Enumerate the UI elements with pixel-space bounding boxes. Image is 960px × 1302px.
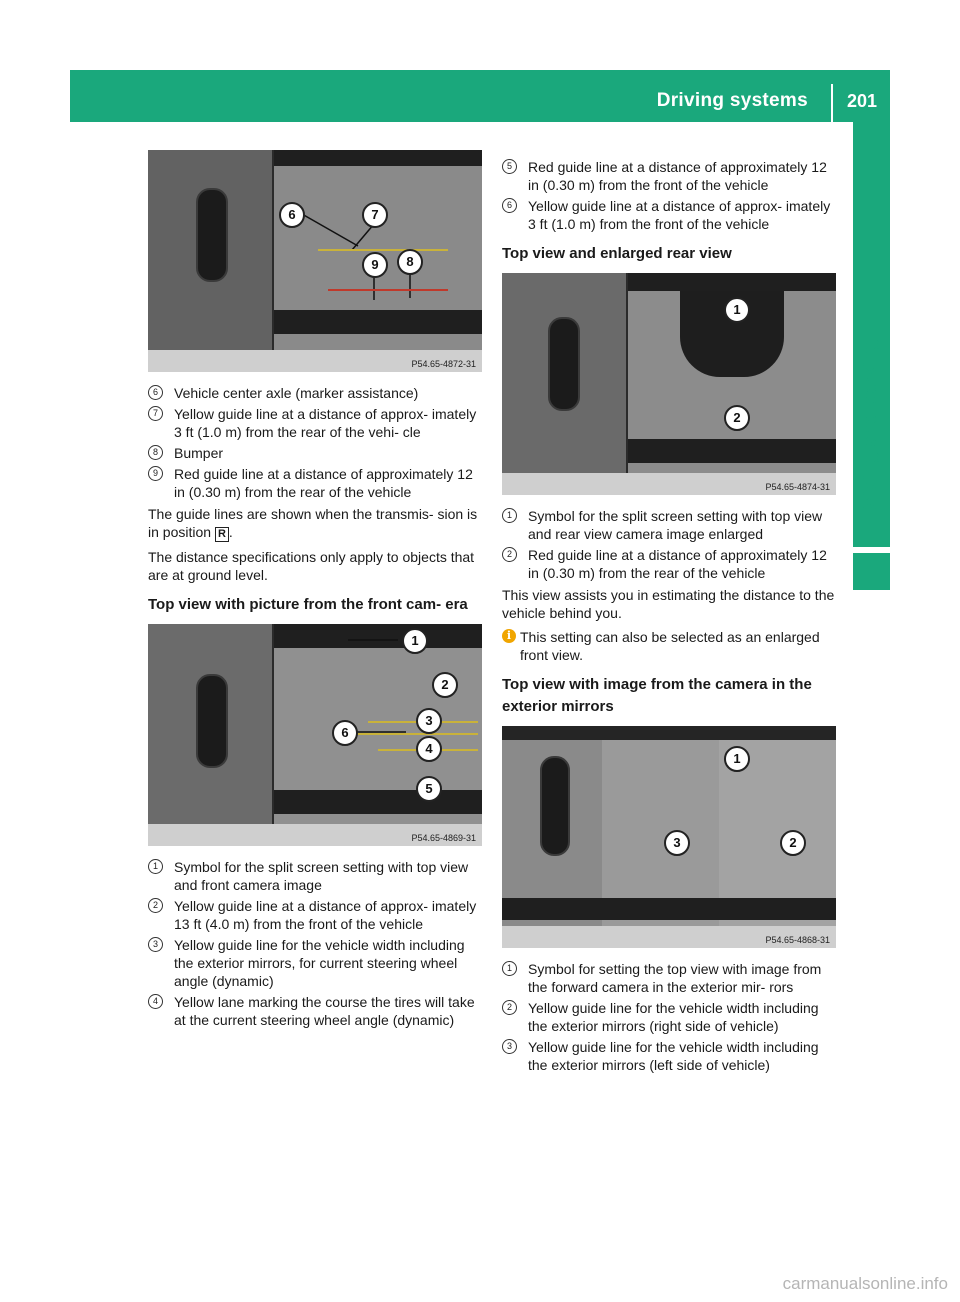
item-number: 1 [148,859,163,874]
gear-r-symbol: R [215,527,229,542]
right-column [502,150,836,1077]
item-number: 7 [148,406,163,421]
callout-4: 4 [416,736,442,762]
item-text: Symbol for the split screen setting with top view and front camera image [174,859,469,893]
item-text: Yellow guide line at a distance of approx- imately 3 ft (1.0 m) from the front of the vehicle [528,198,831,232]
legend-list-front-cont [502,158,836,233]
list-item [148,384,482,402]
callout-1: 1 [402,628,428,654]
list-item [148,936,482,990]
item-text: Symbol for the split screen setting with top view and rear view camera image enlarged [528,508,823,542]
figure-code: P54.65-4868-31 [765,935,830,945]
callout-2: 2 [432,672,458,698]
item-text: Vehicle center axle (marker assistance) [174,385,419,401]
guide-lines-graphic [148,150,482,350]
heading-rear-view: Top view and enlarged rear view [502,245,732,262]
item-text: Bumper [174,445,224,461]
list-item [148,405,482,441]
list-item [502,546,836,582]
item-text: Red guide line at a distance of approximately 12 in (0.30 m) from the rear of the vehicle [174,466,473,500]
item-number: 2 [502,1000,517,1015]
item-number: 4 [148,994,163,1009]
list-item [148,993,482,1029]
callout-6: 6 [279,202,305,228]
legend-list-mirror [502,960,836,1074]
legend-list-rear [148,384,482,501]
callout-1: 1 [724,746,750,772]
list-item [502,960,836,996]
page-number: 201 [846,91,878,111]
watermark: carmanualsonline.info [782,1274,948,1293]
item-text: Yellow lane marking the course the tires will take at the current steering wheel angle (dynamic) [174,994,475,1028]
section-title: Driving systems [656,90,808,111]
note-text: This setting can also be selected as an enlarged front view. [520,629,820,663]
camera-toolbar [502,726,836,740]
item-number: 8 [148,445,163,460]
list-item [502,507,836,543]
camera-bottom-bar [628,439,836,463]
info-icon: i [502,629,516,643]
figure-code-strip [502,926,836,948]
list-item [148,444,482,462]
item-number: 2 [502,547,517,562]
figure-code-strip [148,824,482,846]
item-text: Red guide line at a distance of approximately 12 in (0.30 m) from the front of the vehicle [528,159,827,193]
item-number: 1 [502,961,517,976]
list-item [148,465,482,501]
car-top-view-icon [540,756,570,856]
callout-2: 2 [724,405,750,431]
chapter-marker [853,553,890,590]
left-mirror-pane [602,726,719,926]
paragraph-distance: The distance specifications only apply to objects that are at ground level. [148,549,475,583]
car-top-view-icon [548,317,580,411]
item-number: 6 [148,385,163,400]
item-number: 1 [502,508,517,523]
legend-list-enlarged [502,507,836,582]
legend-list-front [148,858,482,1029]
item-text: Yellow guide line at a distance of approx- imately 13 ft (4.0 m) from the front of the vehicle [174,898,477,932]
paragraph-text: The guide lines are shown when the transmis- sion is in position [148,506,478,540]
header-divider [831,84,833,122]
figure-code: P54.65-4872-31 [411,359,476,369]
top-view-pane [502,273,626,473]
figure-front-camera [148,624,482,846]
callout-7: 7 [362,202,388,228]
callout-3: 3 [664,830,690,856]
item-text: Yellow guide line for the vehicle width including the exterior mirrors, for current steering wheel angle (dynamic) [174,937,465,989]
heading-front-camera: Top view with picture from the front cam- era [148,596,468,613]
paragraph-transmission [148,505,482,542]
item-text: Yellow guide line for the vehicle width including the exterior mirrors (left side of vehicle) [528,1039,819,1073]
figure-mirror-camera [502,726,836,948]
list-item [502,1038,836,1074]
left-column [148,150,482,1032]
figure-enlarged-rear [502,273,836,495]
list-item [502,158,836,194]
item-number: 3 [148,937,163,952]
item-text: Yellow guide line at a distance of approx- imately 3 ft (1.0 m) from the rear of the vehi- cle [174,406,477,440]
item-text: Yellow guide line for the vehicle width including the exterior mirrors (right side of vehicle) [528,1000,819,1034]
figure-rear-view [148,150,482,372]
figure-code: P54.65-4869-31 [411,833,476,843]
callout-5: 5 [416,776,442,802]
heading-mirror-camera: Top view with image from the camera in the exterior mirrors [502,676,812,715]
item-text: Red guide line at a distance of approximately 12 in (0.30 m) from the rear of the vehicle [528,547,827,581]
callout-3: 3 [416,708,442,734]
callout-6: 6 [332,720,358,746]
item-number: 3 [502,1039,517,1054]
header-bar [70,70,890,122]
top-view-pane [502,726,602,926]
chapter-tab-label: Driving and parking [860,338,881,518]
item-number: 6 [502,198,517,213]
info-note [502,628,836,664]
list-item [502,197,836,233]
camera-bottom-bar [502,898,836,920]
list-item [502,999,836,1035]
callout-9: 9 [362,252,388,278]
figure-code: P54.65-4874-31 [765,482,830,492]
callout-8: 8 [397,249,423,275]
item-text: Symbol for setting the top view with image from the forward camera in the exterior mir- rors [528,961,822,995]
item-number: 9 [148,466,163,481]
figure-code-strip [502,473,836,495]
list-item [148,858,482,894]
callout-2: 2 [780,830,806,856]
callout-1: 1 [724,297,750,323]
camera-toolbar [628,273,836,291]
item-number: 5 [502,159,517,174]
paragraph-assist: This view assists you in estimating the distance to the vehicle behind you. [502,587,835,621]
paragraph-end: . [228,524,233,540]
list-item [148,897,482,933]
item-number: 2 [148,898,163,913]
figure-code-strip [148,350,482,372]
